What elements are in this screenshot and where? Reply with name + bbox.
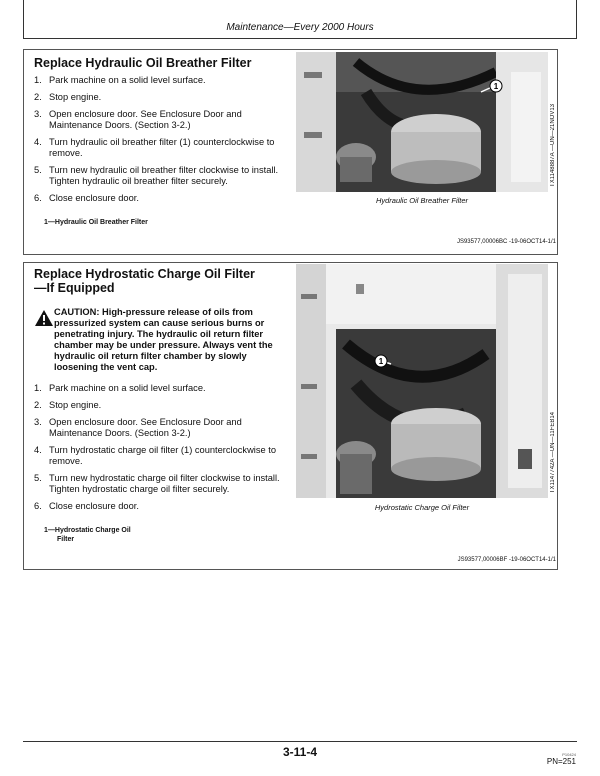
section1-ref-code: JS93577,00006BC -19-06OCT14-1/1 [456,239,556,245]
footer-rule [23,741,577,742]
section1-steps [34,75,289,210]
pn-label: P10424 PN=251 [546,752,576,766]
section1-image-id: TX1148887A —UN—21NOV13 [550,104,556,187]
hydrostatic-filter-photo [296,264,548,498]
step-item: 2. Stop engine. [34,400,102,410]
step-item: 5. Turn new hydraulic oil breather filter clockwise to install. Tighten hydraulic oil breather filter securely. [34,165,279,186]
section2-image-id: TX1147742A —UN—11FEB14 [550,412,556,494]
section2-ref-code: JS93577,00006BF -19-06OCT14-1/1 [457,557,556,563]
section1-title: Replace Hydraulic Oil Breather Filter [34,56,252,70]
callout-number: 1 [378,357,384,366]
step-item: 3. Open enclosure door. See Enclosure Door and Maintenance Doors. (Section 3-2.) [34,417,242,438]
footer-small-code: P10424 [562,752,576,757]
caution-text: CAUTION: High-pressure release of oils from pressurized system can cause serious burns or penetrating injury. The hydraulic oil return filter chamber may be under pressure. Always vent the hydraulic oil return filter chamber by slowly loosening the vent cap. [54,307,273,372]
step-item: 1. Park machine on a solid level surface. [34,383,206,393]
section2-legend: 1—Hydrostatic Charge Oil Filter [44,527,131,543]
engine-bay-illustration [296,264,548,498]
step-item: 4. Turn hydrostatic charge oil filter (1) counterclockwise to remove. [34,445,277,466]
engine-bay-illustration [296,52,548,192]
step-item: 6. Close enclosure door. [34,193,139,203]
page-header-title: Maintenance—Every 2000 Hours [226,22,374,33]
section2-title: Replace Hydrostatic Charge Oil Filter—If Equipped [34,267,255,295]
section2-steps [34,383,289,518]
hydraulic-filter-photo [296,52,548,192]
step-item: 1. Park machine on a solid level surface. [34,75,206,85]
step-item: 5. Turn new hydrostatic charge oil filter clockwise to install. Tighten hydrostatic charge oil filter securely. [34,473,280,494]
page-number: 3-11-4 [282,745,318,759]
warning-icon [34,309,54,327]
step-item: 4. Turn hydraulic oil breather filter (1) counterclockwise to remove. [34,137,275,158]
section2-photo-caption: Hydrostatic Charge Oil Filter [374,503,470,512]
step-item: 3. Open enclosure door. See Enclosure Door and Maintenance Doors. (Section 3-2.) [34,109,242,130]
section1-photo-caption: Hydraulic Oil Breather Filter [375,196,469,205]
step-item: 6. Close enclosure door. [34,501,139,511]
header-rule [23,0,577,39]
section1-legend: 1—Hydraulic Oil Breather Filter [44,219,148,226]
step-item: 2. Stop engine. [34,92,102,102]
callout-number: 1 [493,82,499,91]
